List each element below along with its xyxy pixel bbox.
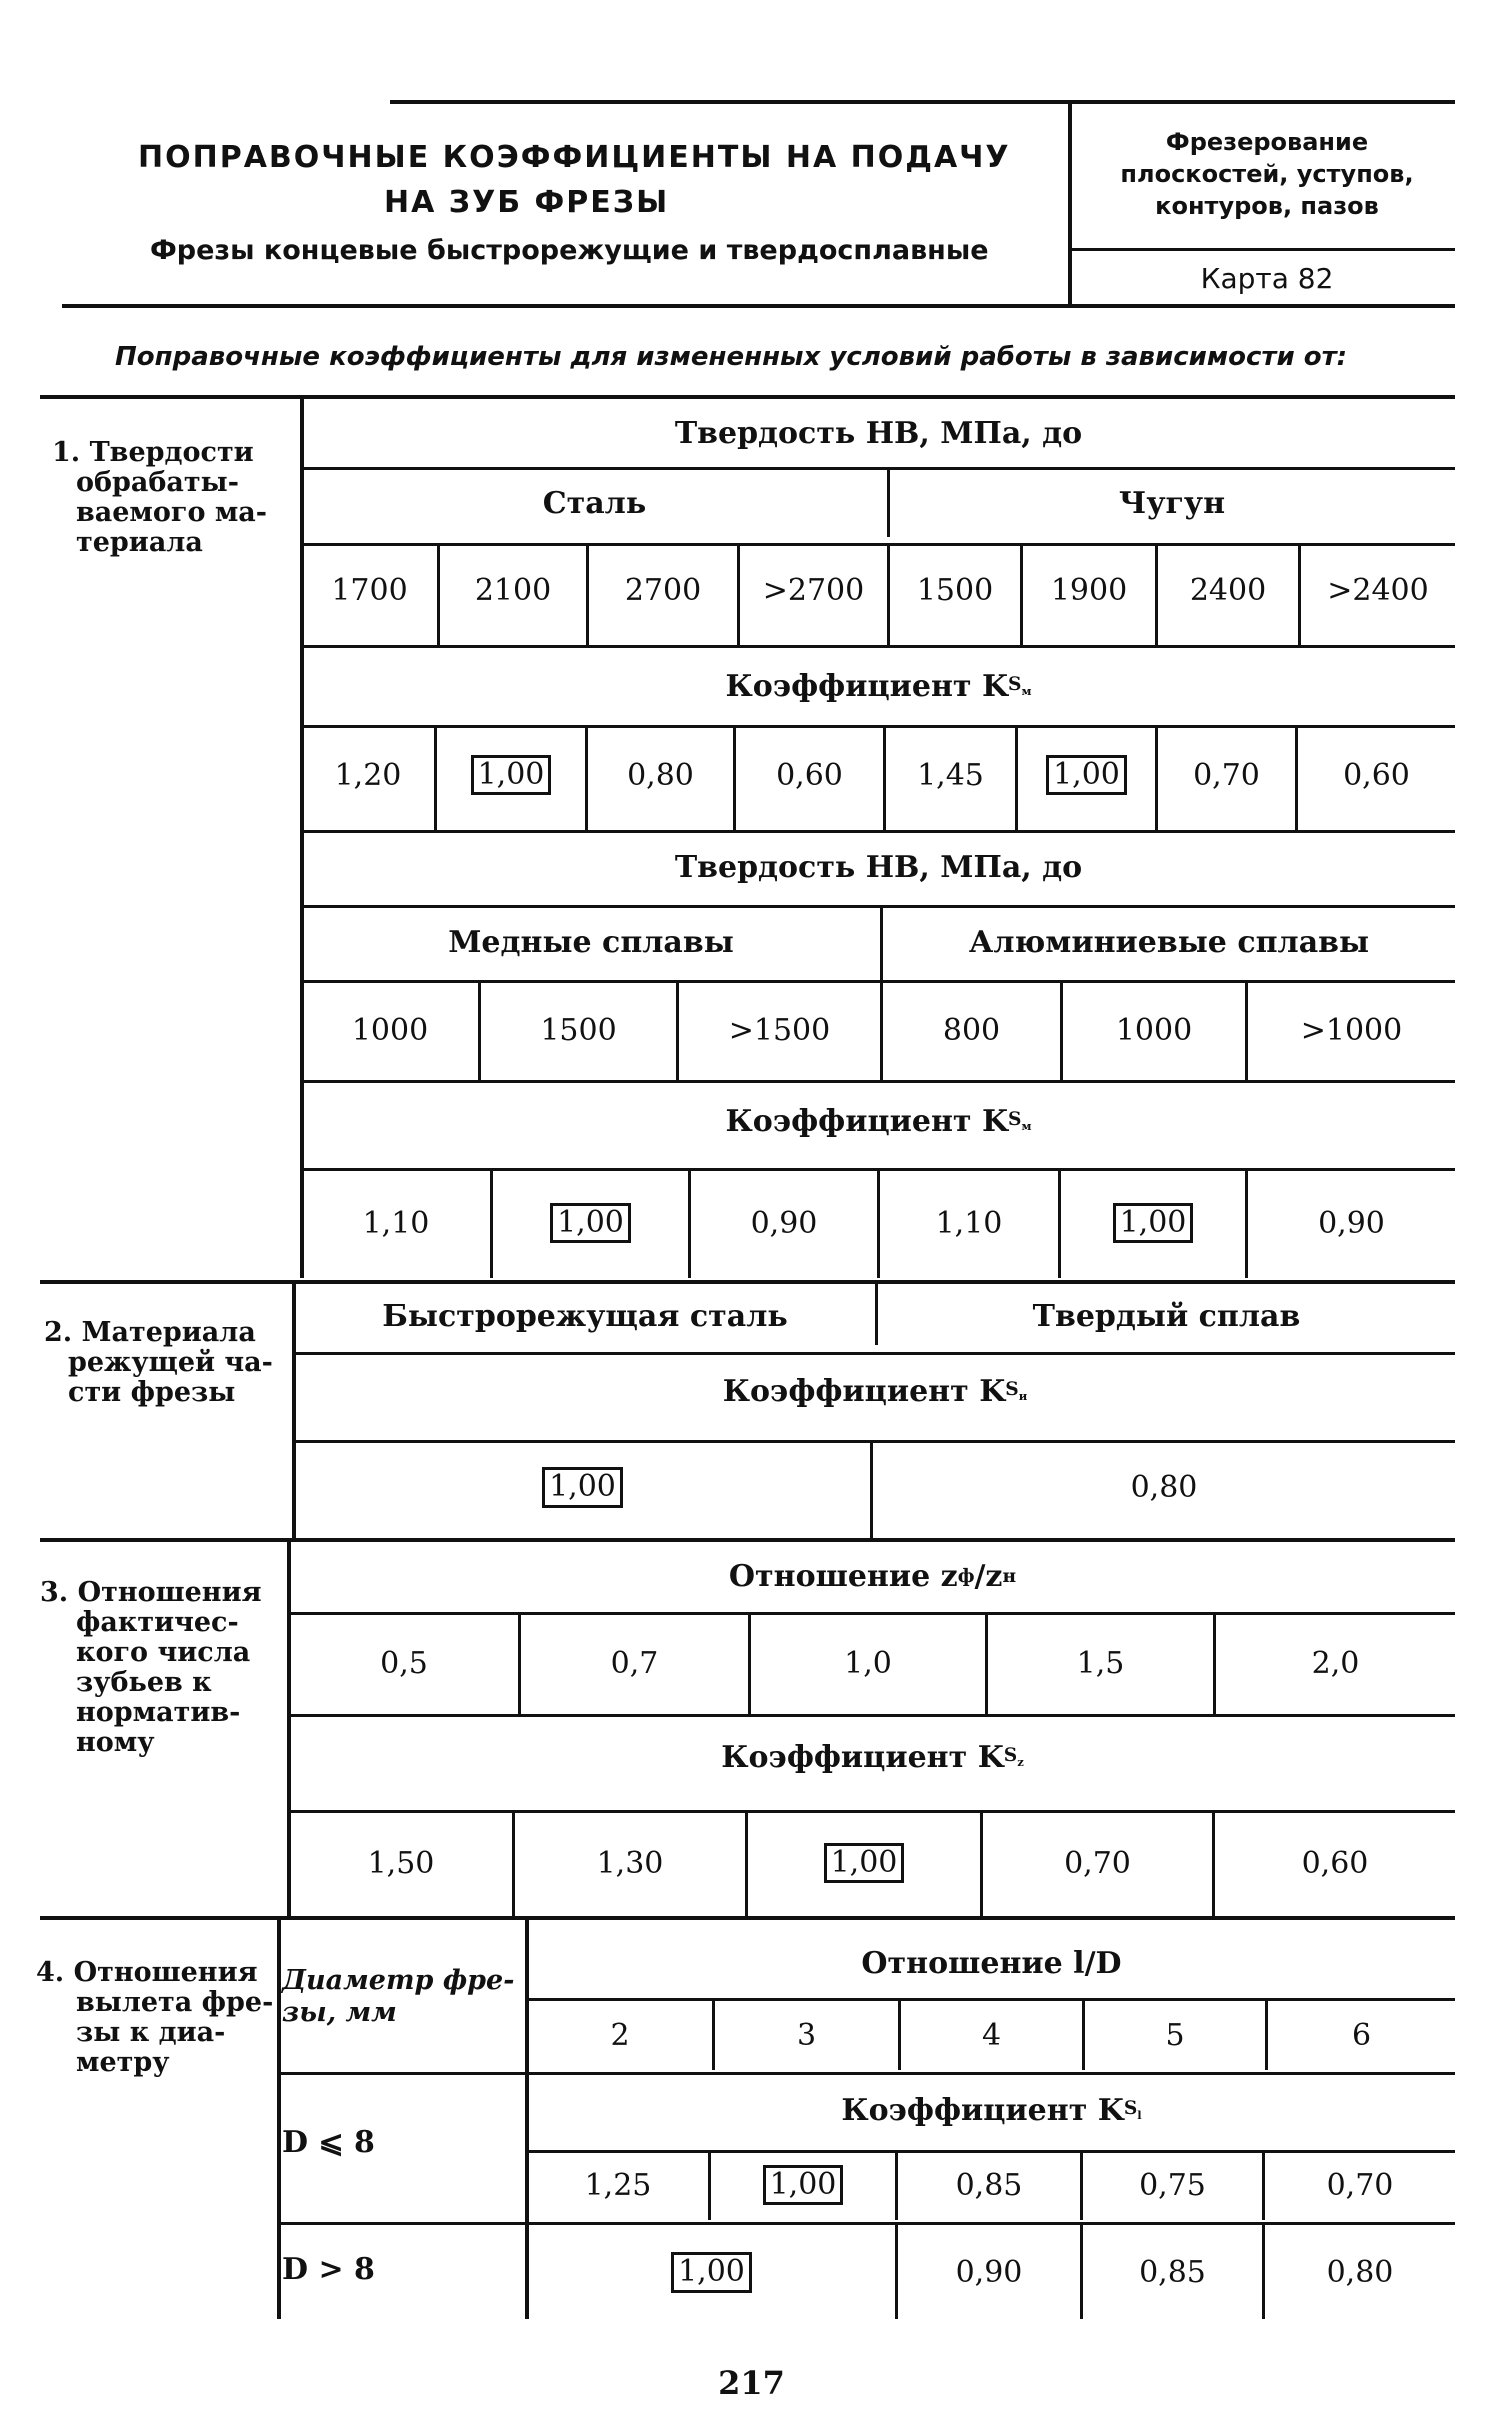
s3-rule-a (290, 1612, 1455, 1615)
hardness-header: Твердость НВ, МПа, до (674, 415, 1083, 451)
coef-label: Коэффициент (721, 1739, 968, 1775)
coef-box: 1,00 (1046, 755, 1127, 796)
section3-line2: фактичес- (76, 1607, 239, 1638)
s4-rule-b (280, 2072, 1455, 2075)
row2-coef-boxed (528, 2240, 895, 2305)
hb2-value: >1500 (728, 1012, 831, 1048)
ld-value: 4 (981, 2017, 1002, 2053)
hb2-value: 1000 (1115, 1012, 1193, 1048)
row1-coef: 1,25 (584, 2167, 652, 2203)
diameter-label-line2: зы, мм (282, 1997, 397, 2028)
s2-coef: 0,80 (1130, 1470, 1198, 1505)
coef-ki-header (295, 1362, 1455, 1420)
section3-line3: кого числа (76, 1637, 251, 1668)
hb-value: 2700 (624, 572, 702, 608)
section1-label (52, 438, 267, 558)
section3-label (40, 1578, 262, 1758)
coef-box: 1,00 (471, 755, 552, 796)
hb-value: 1900 (1050, 572, 1128, 608)
coef-value: 1,45 (917, 757, 984, 793)
s2-coef-boxed (295, 1455, 870, 1520)
section2-num: 2. (44, 1317, 73, 1348)
s1-rule-d (302, 725, 1455, 728)
section2-label (44, 1318, 273, 1408)
aluminum-header: Алюминиевые сплавы (968, 925, 1370, 960)
ld-value: 2 (610, 2017, 630, 2053)
coef-value: 0,70 (1193, 757, 1260, 793)
hb2-value: 1500 (540, 1012, 617, 1048)
ld-value: 6 (1351, 2017, 1372, 2053)
s1-group-divider (887, 469, 890, 537)
section4-label (36, 1958, 273, 2078)
s2-rule-a (295, 1352, 1455, 1355)
card-number: Карта 82 (1200, 262, 1334, 295)
row2-coef: 0,85 (1139, 2255, 1206, 2290)
section1-bottom-rule (40, 1280, 1455, 1284)
steel-header: Сталь (542, 485, 647, 521)
coef2-value-boxed (1061, 1188, 1245, 1258)
row2-label: D > 8 (282, 2252, 375, 2287)
card-rule (1068, 248, 1455, 251)
s1-rule-b (302, 543, 1455, 546)
s3-coef-boxed (748, 1828, 980, 1898)
category-line3: контуров, пазов (1155, 192, 1379, 220)
s3-rule-b (290, 1714, 1455, 1717)
ratio-value: 0,5 (380, 1645, 428, 1681)
row1-label: D ⩽ 8 (282, 2125, 375, 2160)
hb2-value: 800 (942, 1012, 1001, 1048)
coef2-subsub: м (1021, 1119, 1032, 1134)
hb-value: 2400 (1189, 572, 1267, 608)
coef-value-boxed (1018, 740, 1155, 810)
s4-rule-c (528, 2150, 1455, 2153)
hb-value: >2700 (762, 572, 865, 608)
row2-coef: 0,90 (955, 2255, 1023, 2290)
section1-line3: ваемого ма- (76, 497, 268, 528)
coef-sub: S (1003, 1744, 1018, 1766)
section4-num: 4. (36, 1957, 65, 1988)
coef2-value: 1,10 (362, 1205, 430, 1241)
header-top-rule (390, 100, 1455, 104)
section2-line1: Материала (81, 1317, 256, 1348)
ratio-value: 1,5 (1076, 1645, 1125, 1681)
coef-value: 0,60 (776, 757, 843, 793)
s2-rule-b (295, 1440, 1455, 1443)
section2-line2: режущей ча- (68, 1347, 273, 1378)
section4-line2: вылета фре- (76, 1987, 274, 2018)
coef-sub: S (1005, 1378, 1019, 1400)
ratio-mid: /z (974, 1558, 1003, 1594)
s1-rule-g (302, 980, 1455, 983)
coef-value-boxed (437, 740, 585, 810)
s2-divider (875, 1283, 878, 1345)
row1-coef-boxed (711, 2155, 895, 2215)
s1-rule-a (302, 467, 1455, 470)
coef2-value: 1,10 (935, 1205, 1003, 1241)
ratio-value: 1,0 (844, 1645, 892, 1681)
coef-label: Коэффициент (722, 1373, 969, 1409)
coef-subsub: и (1018, 1389, 1028, 1404)
page-number: 217 (718, 2364, 785, 2402)
ld-value: 3 (796, 2017, 817, 2053)
section1-num: 1. (52, 437, 81, 468)
coef-symbol: K (1097, 2092, 1124, 2128)
row2-coef: 0,80 (1326, 2255, 1394, 2290)
diameter-label-line1: Диаметр фре- (282, 1965, 515, 1996)
hb-value: 1500 (916, 572, 994, 608)
coef-box: 1,00 (671, 2252, 752, 2293)
row1-coef: 0,85 (955, 2167, 1023, 2203)
ld-value: 5 (1165, 2017, 1185, 2053)
s1-rule-c (302, 645, 1455, 648)
section4-left-border (277, 1919, 281, 2319)
coef-sub: S (1008, 673, 1022, 695)
row1-coef: 0,70 (1326, 2167, 1394, 2203)
section2-bottom-rule (40, 1538, 1455, 1542)
hb-value: >2400 (1327, 572, 1429, 608)
coef-kl-header (528, 2082, 1455, 2138)
s4-rule-a (528, 1998, 1455, 2001)
coef-subsub: z (1017, 1755, 1024, 1770)
coef2-sub: S (1008, 1108, 1022, 1130)
hss-header: Быстрорежущая сталь (382, 1298, 788, 1334)
category-line1: Фрезерование (1165, 128, 1369, 156)
coef-subsub: м (1021, 684, 1032, 699)
section2-line3: сти фрезы (68, 1377, 236, 1408)
coef-box: 1,00 (542, 1467, 623, 1508)
ratio-sub1: ф (957, 1565, 975, 1587)
s3-coef: 0,60 (1301, 1845, 1369, 1881)
coef-box: 1,00 (824, 1843, 905, 1884)
ratio-header (290, 1548, 1455, 1604)
s3-coef: 1,50 (367, 1845, 435, 1881)
page-subtitle: Фрезы концевые быстрорежущие и твердосплавные (150, 235, 989, 266)
coef2-symbol: K (981, 1103, 1009, 1139)
hb-value: 1700 (331, 572, 408, 608)
category-line2: плоскостей, уступов, (1120, 160, 1414, 188)
section3-line1: Отношения (77, 1577, 262, 1608)
section1-line1: Твердости (89, 437, 254, 468)
coef2-km-header (302, 1093, 1455, 1149)
s1-rule-h (302, 1080, 1455, 1083)
coef2-box: 1,00 (1113, 1203, 1194, 1244)
coef-symbol: K (981, 668, 1009, 704)
coef-kz-header (290, 1728, 1455, 1786)
coef2-value: 0,90 (1318, 1205, 1385, 1241)
coef2-label: Коэффициент (725, 1103, 972, 1139)
section4-line1: Отношения (73, 1957, 258, 1988)
coef-label: Коэффициент (725, 668, 972, 704)
coef-symbol: K (977, 1739, 1004, 1775)
coef-value: 0,60 (1343, 757, 1410, 793)
coef-value: 1,20 (334, 757, 402, 793)
hb2-value: >1000 (1300, 1012, 1403, 1048)
s4-rule-d (280, 2222, 1455, 2225)
coef-subsub: l (1137, 2108, 1142, 2123)
hardness2-header: Твердость НВ, МПа, до (674, 850, 1083, 885)
carbide-header: Твердый сплав (1032, 1298, 1301, 1334)
section3-bottom-rule (40, 1916, 1455, 1920)
hb-value: 2100 (474, 572, 552, 608)
s1-rule-f (302, 905, 1455, 908)
copper-header: Медные сплавы (448, 925, 734, 960)
coef2-box: 1,00 (550, 1203, 631, 1244)
coef2-value: 0,90 (750, 1205, 818, 1241)
section1-line4: териала (76, 527, 203, 558)
coef-box: 1,00 (763, 2165, 844, 2206)
coef-value: 0,80 (627, 757, 694, 793)
section4-line3: зы к диа- (76, 2017, 226, 2048)
coef-km-header (302, 658, 1455, 714)
s3-rule-c (290, 1810, 1455, 1813)
page-title-line2: НА ЗУБ ФРЕЗЫ (384, 185, 670, 220)
ld-header: Отношение l/D (861, 1945, 1122, 1981)
s3-coef: 1,30 (596, 1845, 664, 1881)
page-title: ПОПРАВОЧНЫЕ КОЭФФИЦИЕНТЫ НА ПОДАЧУ (138, 140, 1011, 175)
ratio-label: Отношение z (728, 1558, 958, 1594)
s3-coef: 0,70 (1064, 1845, 1131, 1881)
row1-coef: 0,75 (1139, 2167, 1206, 2203)
ratio-sub2: н (1002, 1565, 1017, 1587)
s1-group-divider2 (880, 907, 883, 980)
section1-line2: обрабаты- (76, 467, 239, 498)
section3-line5: норматив- (76, 1697, 241, 1728)
section3-num: 3. (40, 1577, 69, 1608)
section4-line4: метру (76, 2047, 170, 2078)
hb2-value: 1000 (351, 1012, 429, 1048)
intro-rule (40, 395, 1455, 399)
header-bottom-rule (62, 304, 1455, 308)
coef-sub: S (1123, 2097, 1138, 2119)
ratio-value: 0,7 (610, 1645, 659, 1681)
ratio-value: 2,0 (1311, 1645, 1360, 1681)
s1-rule-e (302, 830, 1455, 833)
coef-symbol: K (979, 1373, 1006, 1409)
section3-line6: ному (76, 1727, 155, 1758)
section3-line4: зубьев к (76, 1667, 212, 1698)
intro-text: Поправочные коэффициенты для измененных условий работы в зависимости от: (115, 342, 1348, 372)
cast-iron-header: Чугун (1118, 485, 1226, 521)
coef2-value-boxed (493, 1188, 688, 1258)
coef-label: Коэффициент (841, 2092, 1088, 2128)
